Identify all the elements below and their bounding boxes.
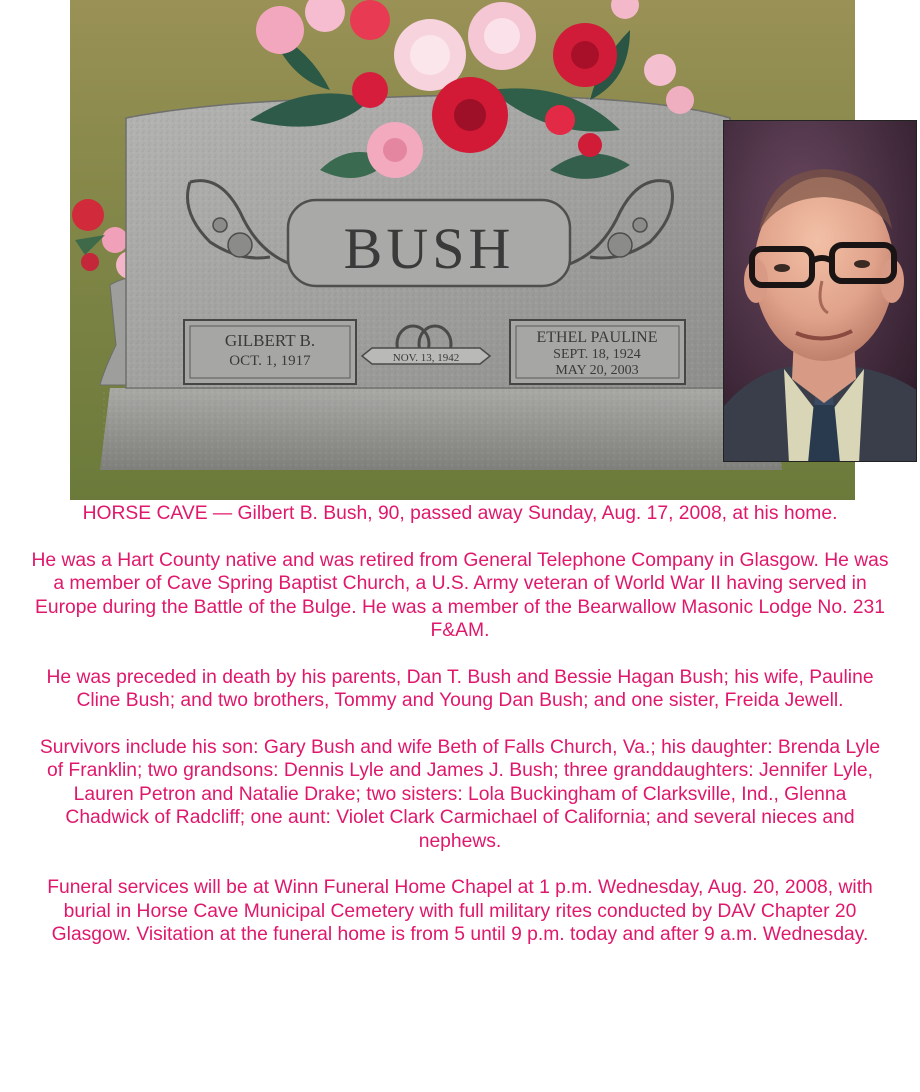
obituary-lead: HORSE CAVE — Gilbert B. Bush, 90, passed away Sunday, Aug. 17, 2008, at his home.	[82, 503, 838, 524]
family-name: BUSH	[343, 216, 515, 281]
marriage-date: NOV. 13, 1942	[392, 352, 460, 364]
obituary-survivors: Survivors include his son: Gary Bush and wife Beth of Falls Church, Va.; his daughter: Brenda Lyle of Franklin; two grandsons: Dennis Lyle and James J. Bush; three granddaughters: Jennifer Lyle, Lauren Petron and Natalie Drake; two sisters: Lola Buckingham of Clarksville, Ind., Glenna Chadwick of Radcliff; one aunt: Violet Clark Carmichael of California; and several nieces and nephews.	[39, 737, 881, 852]
left-panel-birth: OCT. 1, 1917	[229, 353, 311, 369]
left-panel-name: GILBERT B.	[224, 331, 316, 350]
portrait-illustration	[724, 121, 917, 462]
right-panel-birth: SEPT. 18, 1924	[553, 347, 641, 362]
portrait-photo	[723, 120, 917, 462]
obituary-preceded: He was preceded in death by his parents, Dan T. Bush and Bessie Hagan Bush; his wife, Pauline Cline Bush; and two brothers, Tommy and Young Dan Bush; and one sister, Freida Jewell.	[46, 666, 874, 712]
left-name-panel	[184, 320, 356, 384]
right-panel-name: ETHEL PAULINE	[536, 329, 658, 346]
obituary-services: Funeral services will be at Winn Funeral Home Chapel at 1 p.m. Wednesday, Aug. 20, 2008, with burial in Horse Cave Municipal Cemetery with full military rites conducted by DAV Chapter 20 Glasgow. Visitation at the funeral home is from 5 until 9 p.m. today and after 9 a.m. Wednesday.	[47, 877, 873, 946]
obituary-career: He was a Hart County native and was retired from General Telephone Company in Glasgow. He was a member of Cave Spring Baptist Church, a U.S. Army veteran of World War II having served in Europe during the Battle of the Bulge. He was a member of the Bearwallow Masonic Lodge No. 231 F&AM.	[31, 549, 889, 642]
right-panel-death: MAY 20, 2003	[555, 363, 639, 378]
obituary-text	[0, 502, 920, 970]
